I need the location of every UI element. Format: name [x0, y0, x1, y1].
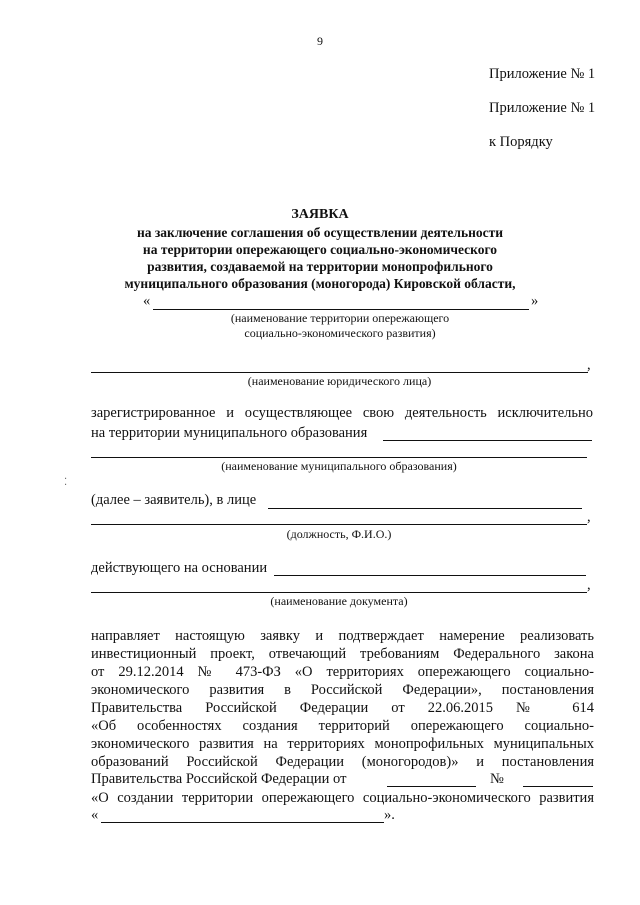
- municipality-field[interactable]: [91, 457, 587, 458]
- document-title: ЗАЯВКА: [291, 207, 349, 222]
- registered-text-line: зарегистрированное и осуществляющее свою деятельность исключительно: [91, 405, 593, 421]
- body-text-line: образований Российской Федерации (моногородов)» и постановления: [91, 754, 594, 770]
- body-text-line: Правительства Российской Федерации от 22.06.2015 № 614: [91, 700, 594, 716]
- subtitle-line: развития, создаваемой на территории монопрофильного: [147, 259, 493, 274]
- caption-line: социально-экономического развития): [244, 326, 436, 340]
- acting-basis-text: действующего на основании: [91, 560, 268, 576]
- body-text-line: «Об особенностях создания территорий опережающего социально-: [91, 718, 594, 734]
- territory-caption: [150, 311, 530, 341]
- body-text-line: «О создании территории опережающего социально-экономического развития: [91, 790, 594, 806]
- municipality-caption: (наименование муниципального образования): [221, 459, 457, 473]
- decree-date-field[interactable]: [387, 786, 476, 787]
- territory-name-field[interactable]: [153, 309, 529, 310]
- body-text-line: инвестиционный проект, отвечающий требованиям Федерального закона: [91, 646, 594, 662]
- document-subtitle: [0, 224, 640, 292]
- quote-close-period: ».: [384, 807, 395, 823]
- quote-open: «: [91, 807, 99, 823]
- appendix-label: Приложение № 1: [489, 66, 596, 82]
- decree-number-field[interactable]: [523, 786, 593, 787]
- caption-line: (наименование территории опережающего: [230, 311, 450, 325]
- margin-mark: ⁚: [64, 477, 68, 488]
- legal-entity-field[interactable]: [91, 372, 588, 373]
- subtitle-line: на заключение соглашения об осуществлении деятельности: [136, 225, 504, 240]
- legal-entity-caption: (наименование юридического лица): [247, 374, 432, 388]
- basis-document-field[interactable]: [91, 592, 587, 593]
- territory-name-final-field[interactable]: [101, 822, 384, 823]
- gov-decree-text: Правительства Российской Федерации от: [91, 771, 347, 787]
- comma: ,: [587, 577, 591, 593]
- applicant-representative-field[interactable]: [268, 508, 582, 509]
- appendix-label-duplicate: Приложение № 1: [489, 100, 596, 116]
- position-caption: (должность, Ф.И.О.): [286, 527, 392, 541]
- basis-document-field-inline[interactable]: [274, 575, 586, 576]
- body-text-line: направляет настоящую заявку и подтверждает намерение реализовать: [91, 628, 594, 644]
- subtitle-line: муниципального образования (моногорода) Кировской области,: [124, 276, 516, 291]
- body-text-line: экономического развития в Российской Федерации», постановления: [91, 682, 594, 698]
- quote-open: «: [143, 293, 151, 309]
- comma: ,: [587, 357, 591, 373]
- comma: ,: [587, 509, 591, 525]
- body-text-line: от 29.12.2014 № 473-ФЗ «О территориях опережающего социально-: [91, 664, 594, 680]
- order-reference: к Порядку: [489, 134, 553, 150]
- page-number: 9: [317, 34, 323, 48]
- subtitle-line: на территории опережающего социально-экономического: [142, 242, 498, 257]
- body-text-line: экономического развития на территориях монопрофильных муниципальных: [91, 736, 594, 752]
- quote-close: »: [531, 293, 539, 309]
- applicant-text: (далее – заявитель), в лице: [91, 492, 257, 508]
- position-field[interactable]: [91, 524, 587, 525]
- municipality-field-inline[interactable]: [383, 440, 592, 441]
- document-caption: (наименование документа): [270, 594, 408, 608]
- number-sign: №: [490, 771, 504, 787]
- registered-text-line: на территории муниципального образования: [91, 425, 368, 441]
